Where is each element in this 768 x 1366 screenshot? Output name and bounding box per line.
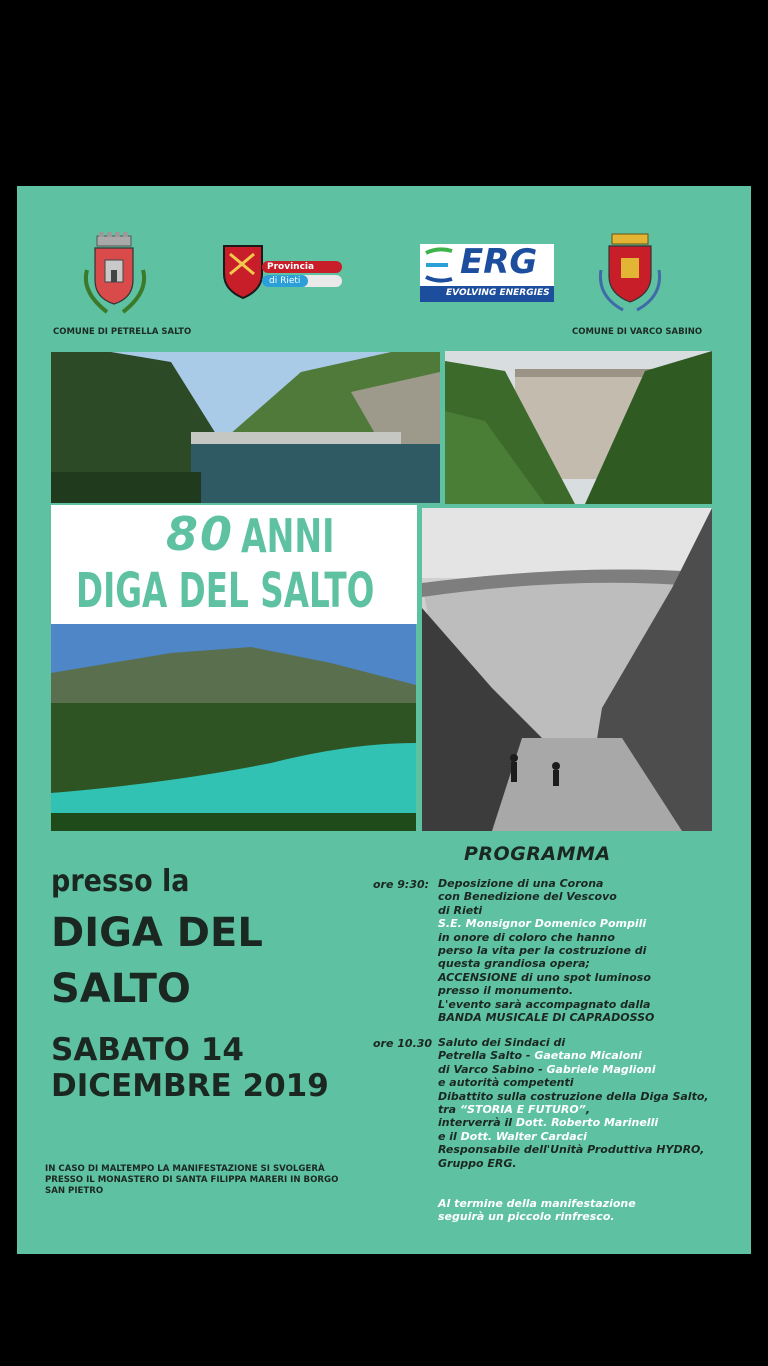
- time-slot-2: ore 10.30: [373, 1037, 433, 1050]
- provincia-subname: di Rieti: [269, 276, 301, 286]
- anniversary-word: ANNI: [241, 509, 335, 563]
- speaker-marinelli: Dott. Roberto Marinelli: [515, 1116, 659, 1130]
- date-line-2: DICEMBRE 2019: [51, 1068, 329, 1104]
- dam-valley-photo: [445, 351, 712, 504]
- place-line-2: SALTO: [51, 966, 191, 1012]
- lake-dam-photo: [51, 352, 440, 503]
- erg-logo: [420, 244, 554, 302]
- time-slot-1: ore 9:30:: [373, 878, 430, 891]
- event-poster: [17, 186, 751, 1254]
- historic-dam-photo: [422, 508, 712, 831]
- mayor-petrella: Gaetano Micaloni: [534, 1049, 642, 1063]
- closing-note: Al termine della manifestazione seguirà un piccolo rinfresco.: [438, 1197, 636, 1224]
- provincia-rieti-logo: [220, 242, 346, 302]
- presso-text: presso la: [51, 864, 190, 899]
- varco-sabino-crest: [595, 230, 665, 318]
- petrella-salto-crest: [77, 230, 153, 322]
- programma-heading: PROGRAMMA: [464, 843, 611, 865]
- erg-name: ERG: [460, 242, 538, 282]
- mayor-varco: Gabriele Maglioni: [546, 1062, 656, 1076]
- poster-title: DIGA DEL SALTO: [76, 563, 375, 619]
- bishop-name: S.E. Monsignor Domenico Pompili: [438, 917, 647, 931]
- program-block-2: Saluto dei Sindaci di Petrella Salto - Gaetano Micaloni di Varco Sabino - Gabriele Maglioni e autorità competenti Dibattito sulla costruzione della Diga Salto, tra “STORIA E FUTURO”, interverrà il Dott. Roberto Marinelli e il Dott. Walter Cardaci Responsabile dell'Unità Produttiva HYDRO, Gruppo ERG.: [438, 1036, 709, 1170]
- speaker-cardaci: Dott. Walter Cardaci: [460, 1129, 587, 1143]
- date-line-1: SABATO 14: [51, 1032, 244, 1068]
- program-block-1: Deposizione di una Corona con Benedizione del Vescovo di Rieti S.E. Monsignor Domenico Pompili in onore di coloro che hanno perso la vita per la costruzione di questa grandiosa opera; ACCENSIONE di uno spot luminoso presso il monumento. L'evento sarà accompagnato dalla BANDA MUSICALE DI CAPRADOSSO: [438, 877, 655, 1025]
- lake-landscape-photo: [51, 623, 416, 831]
- anniversary-number: 80: [166, 507, 235, 561]
- title-panel: [51, 505, 417, 624]
- comune-varco-label: COMUNE DI VARCO SABINO: [572, 327, 703, 337]
- weather-notice: IN CASO DI MALTEMPO LA MANIFESTAZIONE SI SVOLGERÀ PRESSO IL MONASTERO DI SANTA FILIPPA MARERI IN BORGO SAN PIETRO: [45, 1164, 339, 1196]
- debate-title: “STORIA E FUTURO”: [459, 1103, 586, 1117]
- place-line-1: DIGA DEL: [51, 910, 263, 956]
- provincia-name: Provincia: [267, 262, 315, 272]
- erg-tagline: EVOLVING ENERGIES: [446, 288, 550, 298]
- comune-petrella-label: COMUNE DI PETRELLA SALTO: [53, 327, 192, 337]
